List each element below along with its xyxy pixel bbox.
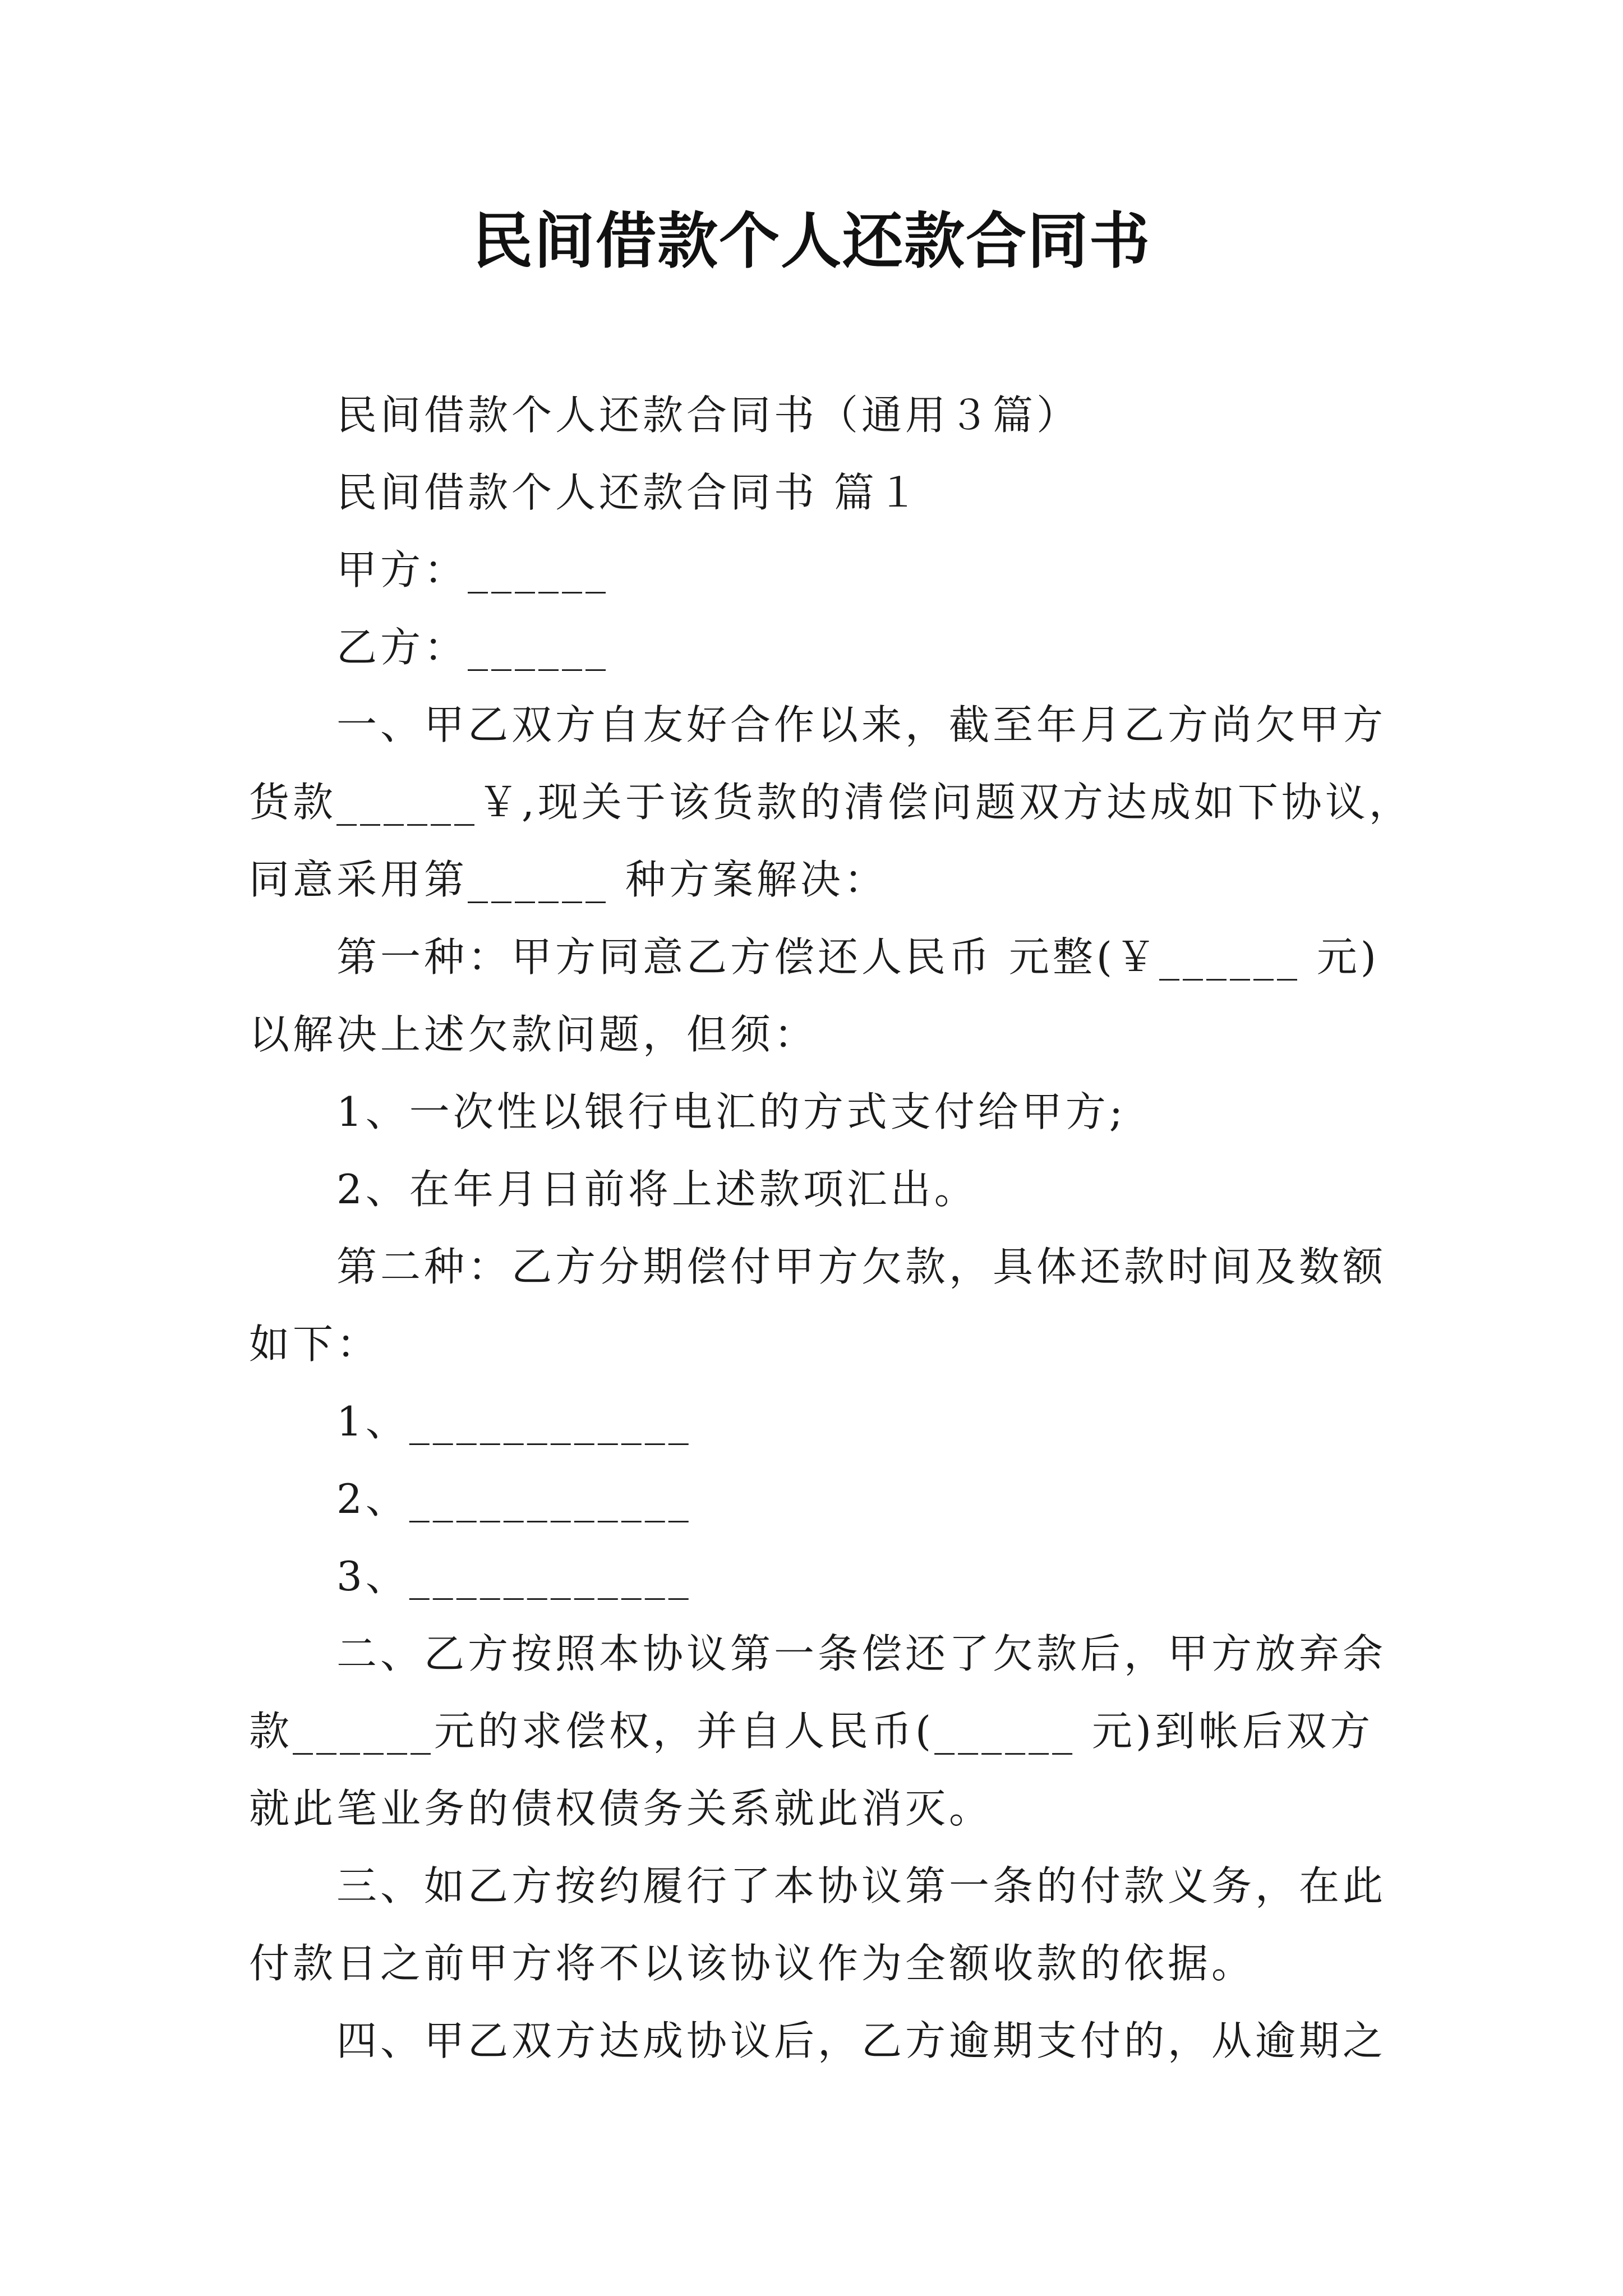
list-item: 2、在年月日前将上述款项汇出。 xyxy=(336,1166,978,1213)
paragraph-line: 同意采用第______ 种方案解决： xyxy=(249,856,888,903)
paragraph-line: 货款______￥,现关于该货款的清偿问题双方达成如下协议， xyxy=(249,779,1413,826)
list-item: 3、____________ xyxy=(336,1553,692,1600)
paragraph-line: 一、甲乙双方自友好合作以来，截至年月乙方尚欠甲方 xyxy=(336,701,1387,748)
paragraph-line: 第二种：乙方分期偿付甲方欠款，具体还款时间及数额 xyxy=(336,1243,1387,1290)
party-b-line: 乙方：______ xyxy=(336,624,610,671)
paragraph-line: 如下： xyxy=(249,1320,381,1368)
paragraph-line: 四、甲乙双方达成协议后，乙方逾期支付的，从逾期之 xyxy=(336,2017,1387,2064)
paragraph-line: 付款日之前甲方将不以该协议作为全额收款的依据。 xyxy=(249,1940,1256,1987)
document-title: 民间借款个人还款合同书 xyxy=(472,206,1151,277)
list-item: 1、一次性以银行电汇的方式支付给甲方; xyxy=(336,1088,1127,1135)
party-a-line: 甲方：______ xyxy=(336,546,610,593)
paragraph-line: 二、乙方按照本协议第一条偿还了欠款后，甲方放弃余 xyxy=(336,1630,1387,1677)
paragraph-line: 款______元的求偿权，并自人民币(______ 元)到帐后双方 xyxy=(249,1708,1374,1755)
list-item: 1、____________ xyxy=(336,1398,692,1445)
subtitle-collection: 民间借款个人还款合同书（通用３篇） xyxy=(336,392,1081,439)
list-item: 2、____________ xyxy=(336,1475,692,1522)
paragraph-line: 就此笔业务的债权债务关系就此消灭。 xyxy=(249,1785,993,1832)
paragraph-line: 三、如乙方按约履行了本协议第一条的付款义务，在此 xyxy=(336,1862,1387,1910)
paragraph-line: 第一种：甲方同意乙方偿还人民币 元整(￥______ 元) xyxy=(336,933,1380,981)
section-heading-1: 民间借款个人还款合同书 篇１ xyxy=(336,469,921,516)
paragraph-line: 以解决上述欠款问题，但须： xyxy=(249,1011,818,1058)
